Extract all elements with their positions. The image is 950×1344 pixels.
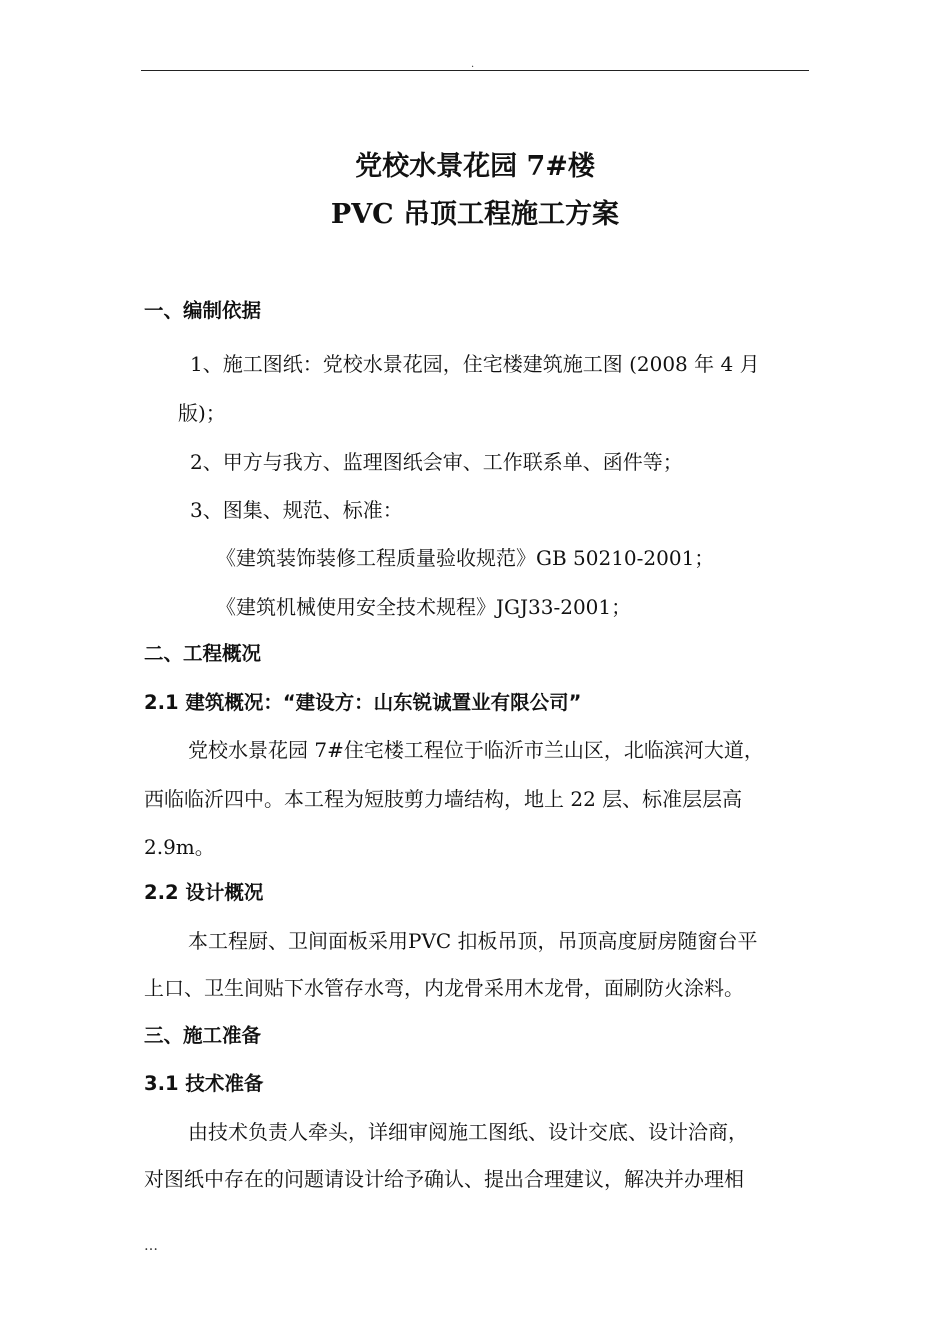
section-2-2-heading: 2.2 设计概况 (144, 881, 264, 904)
section-2-heading: 二、工程概况 (144, 642, 262, 665)
section-3-heading: 三、施工准备 (144, 1024, 262, 1047)
section-1-standard-2: 《建筑机械使用安全技术规程》JGJ33-2001； (216, 595, 632, 619)
section-2-1-paragraph-line-1: 党校水景花园 7#住宅楼工程位于临沂市兰山区，北临滨河大道， (188, 738, 764, 762)
section-1-item-3: 3、图集、规范、标准： (190, 498, 403, 522)
document-title-line-1: 党校水景花园 7#楼 (355, 151, 595, 182)
document-title-line-2: PVC 吊顶工程施工方案 (330, 199, 620, 230)
header-rule (141, 70, 809, 71)
header-mark: . (471, 59, 475, 70)
section-3-1-paragraph-line-2: 对图纸中存在的问题请设计给予确认、提出合理建议，解决并办理相 (144, 1167, 744, 1191)
section-1-heading: 一、编制依据 (144, 299, 262, 322)
section-1-item-1-line-1: 1、施工图纸：党校水景花园，住宅楼建筑施工图 (2008 年 4 月 (190, 352, 760, 376)
section-3-1-paragraph-line-1: 由技术负责人牵头，详细审阅施工图纸、设计交底、设计洽商， (188, 1120, 748, 1144)
section-1-standard-1: 《建筑装饰装修工程质量验收规范》GB 50210-2001； (216, 546, 715, 570)
section-2-1-paragraph-line-3: 2.9m。 (144, 835, 215, 859)
section-2-2-paragraph-line-2: 上口、卫生间贴下水管存水弯，内龙骨采用木龙骨，面刷防火涂料。 (144, 976, 744, 1000)
section-3-1-heading: 3.1 技术准备 (144, 1072, 264, 1095)
section-1-item-2: 2、甲方与我方、监理图纸会审、工作联系单、函件等； (190, 450, 683, 474)
section-2-2-paragraph-line-1: 本工程厨、卫间面板采用PVC 扣板吊顶，吊顶高度厨房随窗台平 (188, 929, 758, 953)
section-2-1-heading: 2.1 建筑概况：“建设方：山东锐诚置业有限公司” (144, 691, 582, 714)
footer-mark: … (144, 1238, 158, 1254)
section-2-1-paragraph-line-2: 西临临沂四中。本工程为短肢剪力墙结构，地上 22 层、标准层层高 (144, 787, 743, 811)
section-1-item-1-line-2: 版)； (178, 401, 226, 425)
